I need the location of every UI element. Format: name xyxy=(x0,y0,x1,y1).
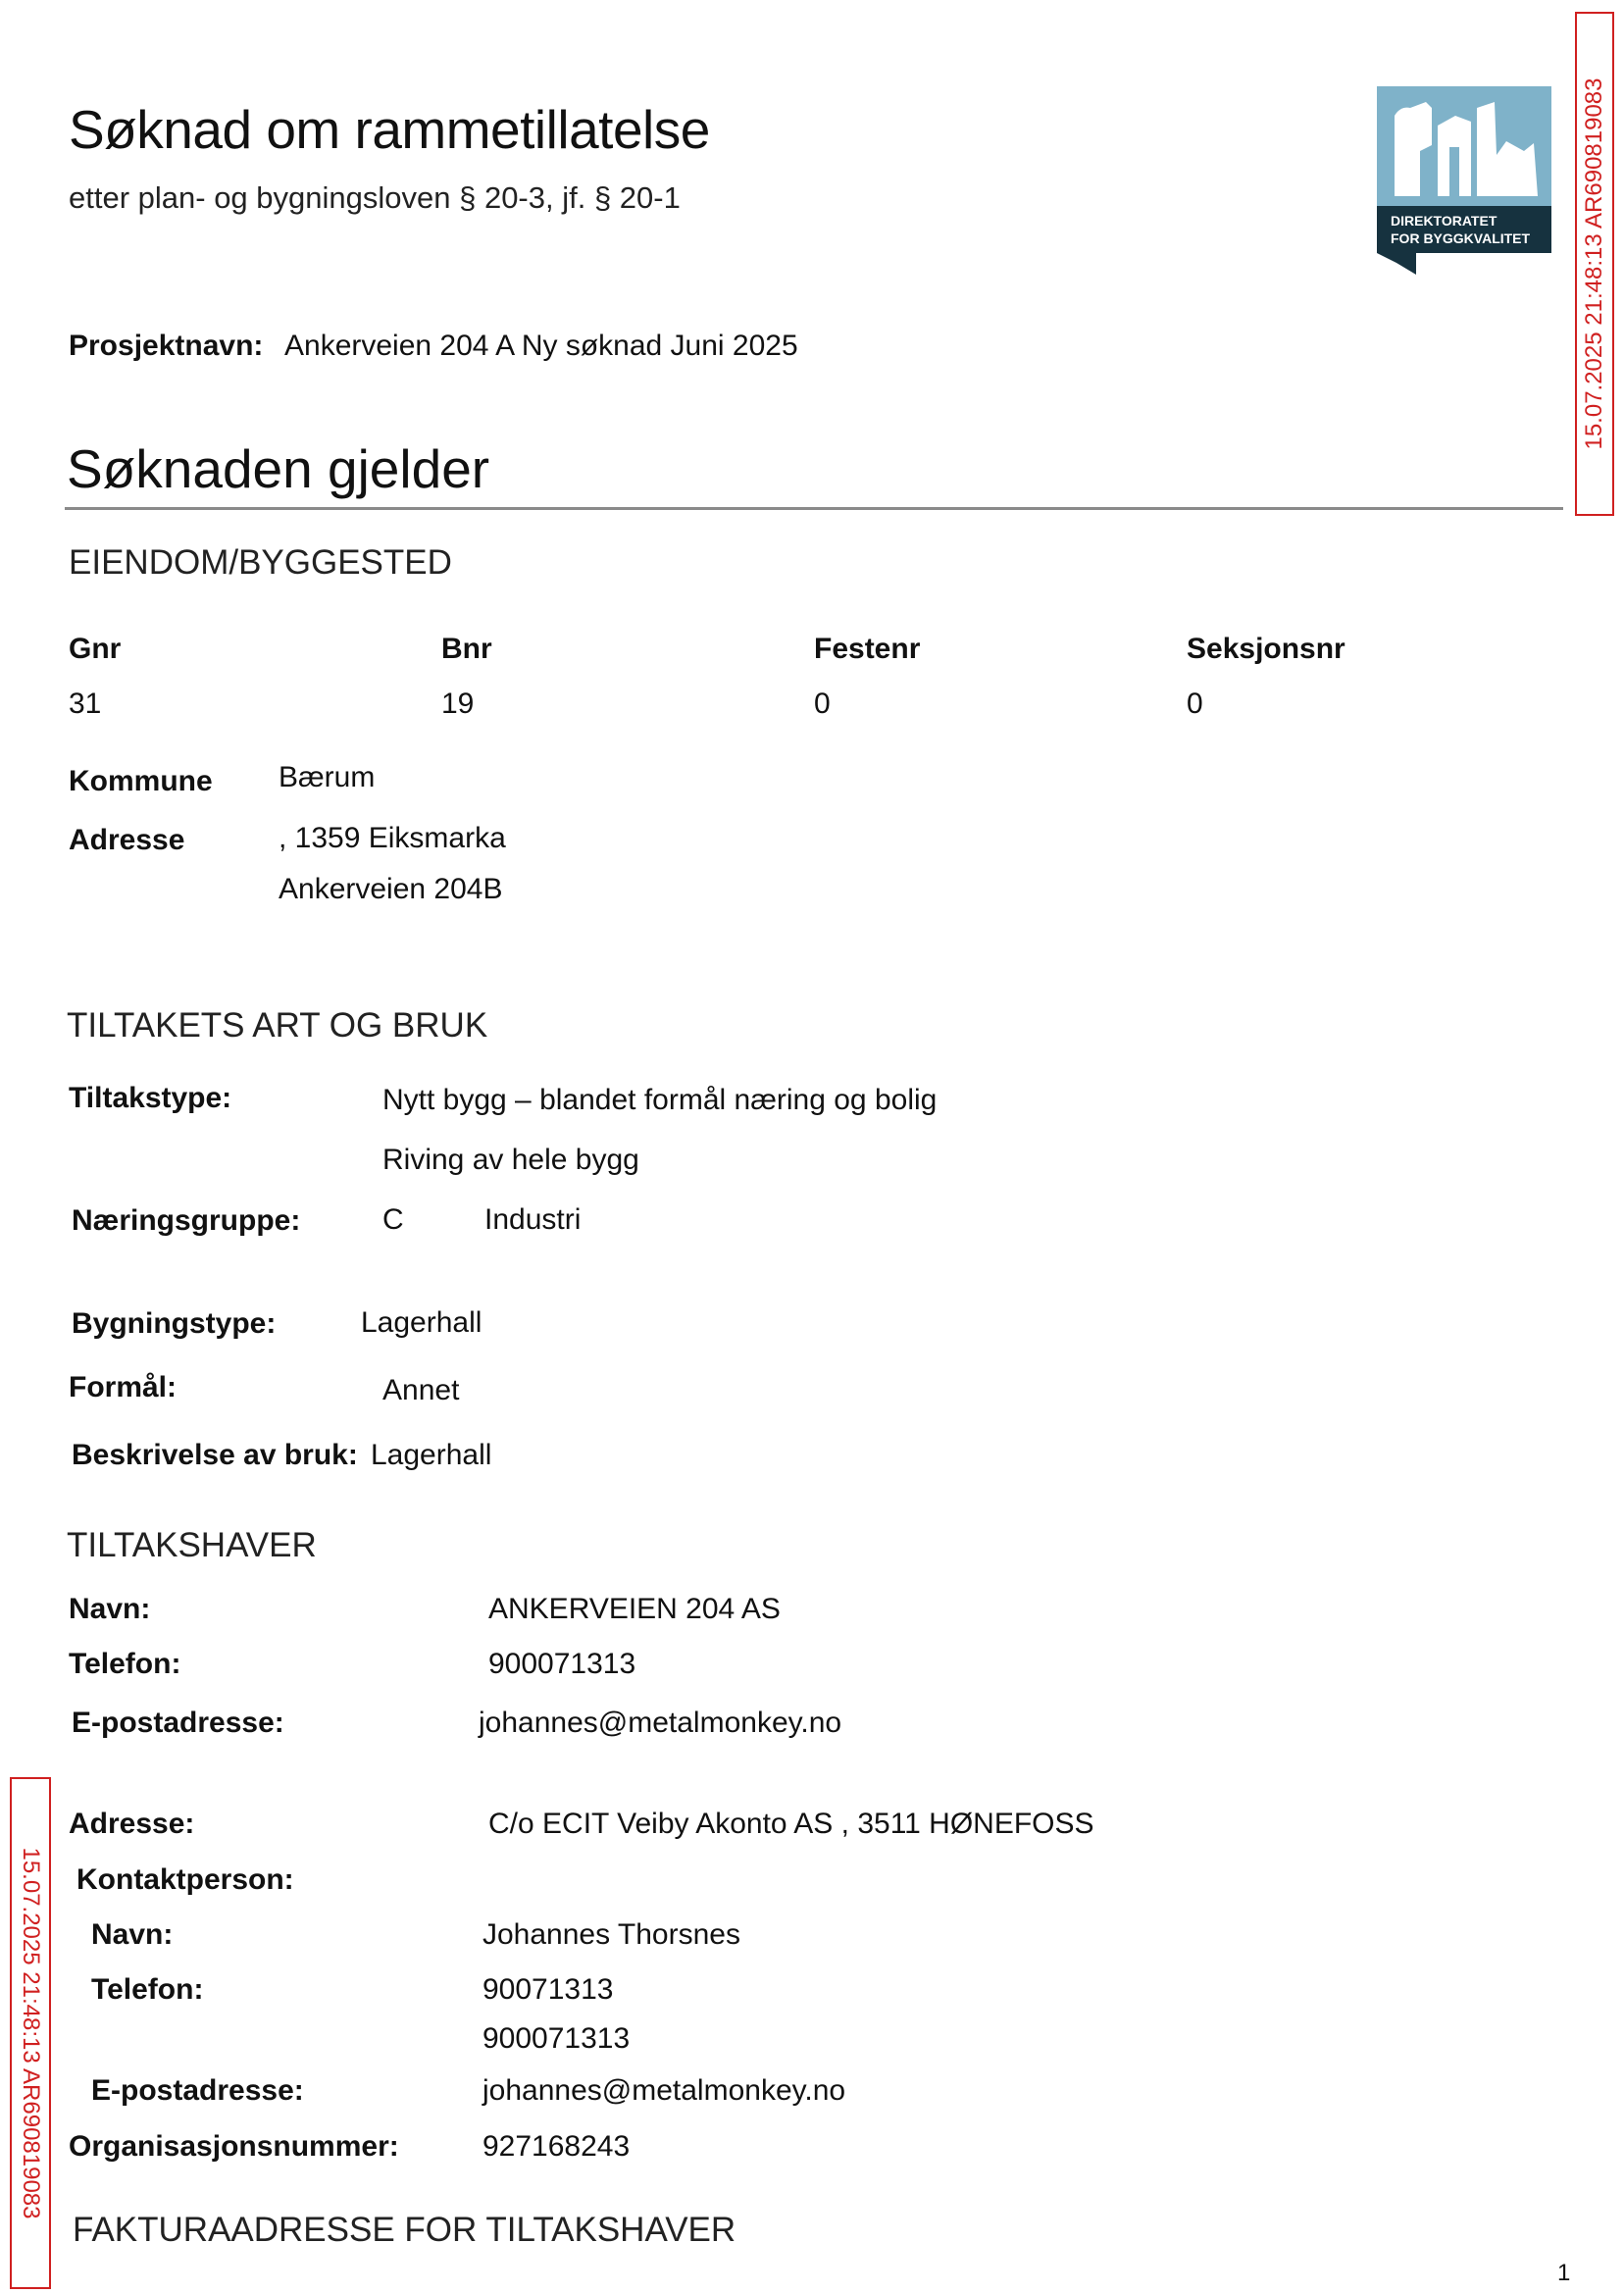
adresse-line2: Ankerveien 204B xyxy=(279,873,503,905)
bruk-label: Beskrivelse av bruk: xyxy=(72,1439,358,1471)
kontaktperson-label: Kontaktperson: xyxy=(76,1863,294,1896)
naeringsgruppe-label: Næringsgruppe: xyxy=(72,1204,301,1237)
tiltakstype-label: Tiltakstype: xyxy=(69,1082,232,1114)
kontakt-navn-value: Johannes Thorsnes xyxy=(482,1918,740,1951)
formal-value: Annet xyxy=(382,1374,460,1406)
document-subtitle: etter plan- og bygningsloven § 20-3, jf. § 20-1 xyxy=(69,180,681,215)
logo-text-2: FOR BYGGKVALITET xyxy=(1391,230,1531,246)
adresse-line1: , 1359 Eiksmarka xyxy=(279,822,506,854)
bygningstype-label: Bygningstype: xyxy=(72,1307,277,1340)
col-bnr: Bnr xyxy=(441,633,492,665)
project-label: Prosjektnavn: xyxy=(69,330,264,362)
tiltakstype-value-2: Riving av hele bygg xyxy=(382,1144,639,1176)
heading-eiendom: EIENDOM/BYGGESTED xyxy=(69,543,452,582)
tiltakstype-value-1: Nytt bygg – blandet formål næring og bolig xyxy=(382,1084,938,1116)
value-seksjonsnr: 0 xyxy=(1187,688,1203,720)
kommune-label: Kommune xyxy=(69,765,213,797)
page-number: 1 xyxy=(1557,2260,1571,2286)
col-gnr: Gnr xyxy=(69,633,122,665)
col-seksjonsnr: Seksjonsnr xyxy=(1187,633,1345,665)
kontakt-telefon-value-1: 90071313 xyxy=(482,1973,614,2006)
kommune-value: Bærum xyxy=(279,761,376,793)
stamp-text-left: 15.07.2025 21:48:13 AR690819083 xyxy=(18,1847,44,2219)
naeringsgruppe-code: C xyxy=(382,1203,404,1236)
tiltakshaver-navn-label: Navn: xyxy=(69,1593,151,1625)
heading-tiltak: TILTAKETS ART OG BRUK xyxy=(67,1006,488,1045)
heading-fakturaadresse: FAKTURAADRESSE FOR TILTAKSHAVER xyxy=(73,2211,736,2249)
kontakt-epost-value: johannes@metalmonkey.no xyxy=(482,2074,846,2107)
value-gnr: 31 xyxy=(69,688,102,720)
kontakt-epost-label: E-postadresse: xyxy=(91,2074,304,2107)
value-festenr: 0 xyxy=(814,688,831,720)
kontakt-navn-label: Navn: xyxy=(91,1918,174,1951)
organisasjonsnummer-label: Organisasjonsnummer: xyxy=(69,2130,399,2163)
value-bnr: 19 xyxy=(441,688,475,720)
adresse-label: Adresse xyxy=(69,824,185,856)
kontakt-telefon-label: Telefon: xyxy=(91,1973,204,2006)
section-title: Søknaden gjelder xyxy=(67,438,490,499)
bruk-value: Lagerhall xyxy=(371,1439,492,1471)
project-value: Ankerveien 204 A Ny søknad Juni 2025 xyxy=(284,330,798,362)
tiltakshaver-telefon-label: Telefon: xyxy=(69,1648,181,1680)
dibk-logo xyxy=(1377,86,1551,275)
tiltakshaver-epost-label: E-postadresse: xyxy=(72,1707,284,1739)
naeringsgruppe-value: Industri xyxy=(484,1203,582,1236)
tiltakshaver-adresse-label: Adresse: xyxy=(69,1808,195,1840)
tiltakshaver-epost-value: johannes@metalmonkey.no xyxy=(479,1707,842,1739)
formal-label: Formål: xyxy=(69,1371,178,1403)
logo-text-1: DIREKTORATET xyxy=(1391,213,1497,229)
kontakt-telefon-value-2: 900071313 xyxy=(482,2022,631,2055)
timestamp-stamp-right xyxy=(1575,12,1614,516)
stamp-text: 15.07.2025 21:48:13 AR690819083 xyxy=(1581,77,1607,450)
heading-tiltakshaver: TILTAKSHAVER xyxy=(67,1526,317,1564)
tiltakshaver-telefon-value: 900071313 xyxy=(488,1648,636,1680)
bygningstype-value: Lagerhall xyxy=(361,1306,482,1339)
tiltakshaver-navn-value: ANKERVEIEN 204 AS xyxy=(488,1593,781,1625)
dibk-logo-graphic xyxy=(1377,86,1551,275)
organisasjonsnummer-value: 927168243 xyxy=(482,2130,631,2163)
timestamp-stamp-left xyxy=(10,1777,51,2289)
tiltakshaver-adresse-value: C/o ECIT Veiby Akonto AS , 3511 HØNEFOSS xyxy=(488,1808,1094,1840)
col-festenr: Festenr xyxy=(814,633,921,665)
document-title: Søknad om rammetillatelse xyxy=(69,99,710,160)
section-divider xyxy=(65,507,1563,510)
